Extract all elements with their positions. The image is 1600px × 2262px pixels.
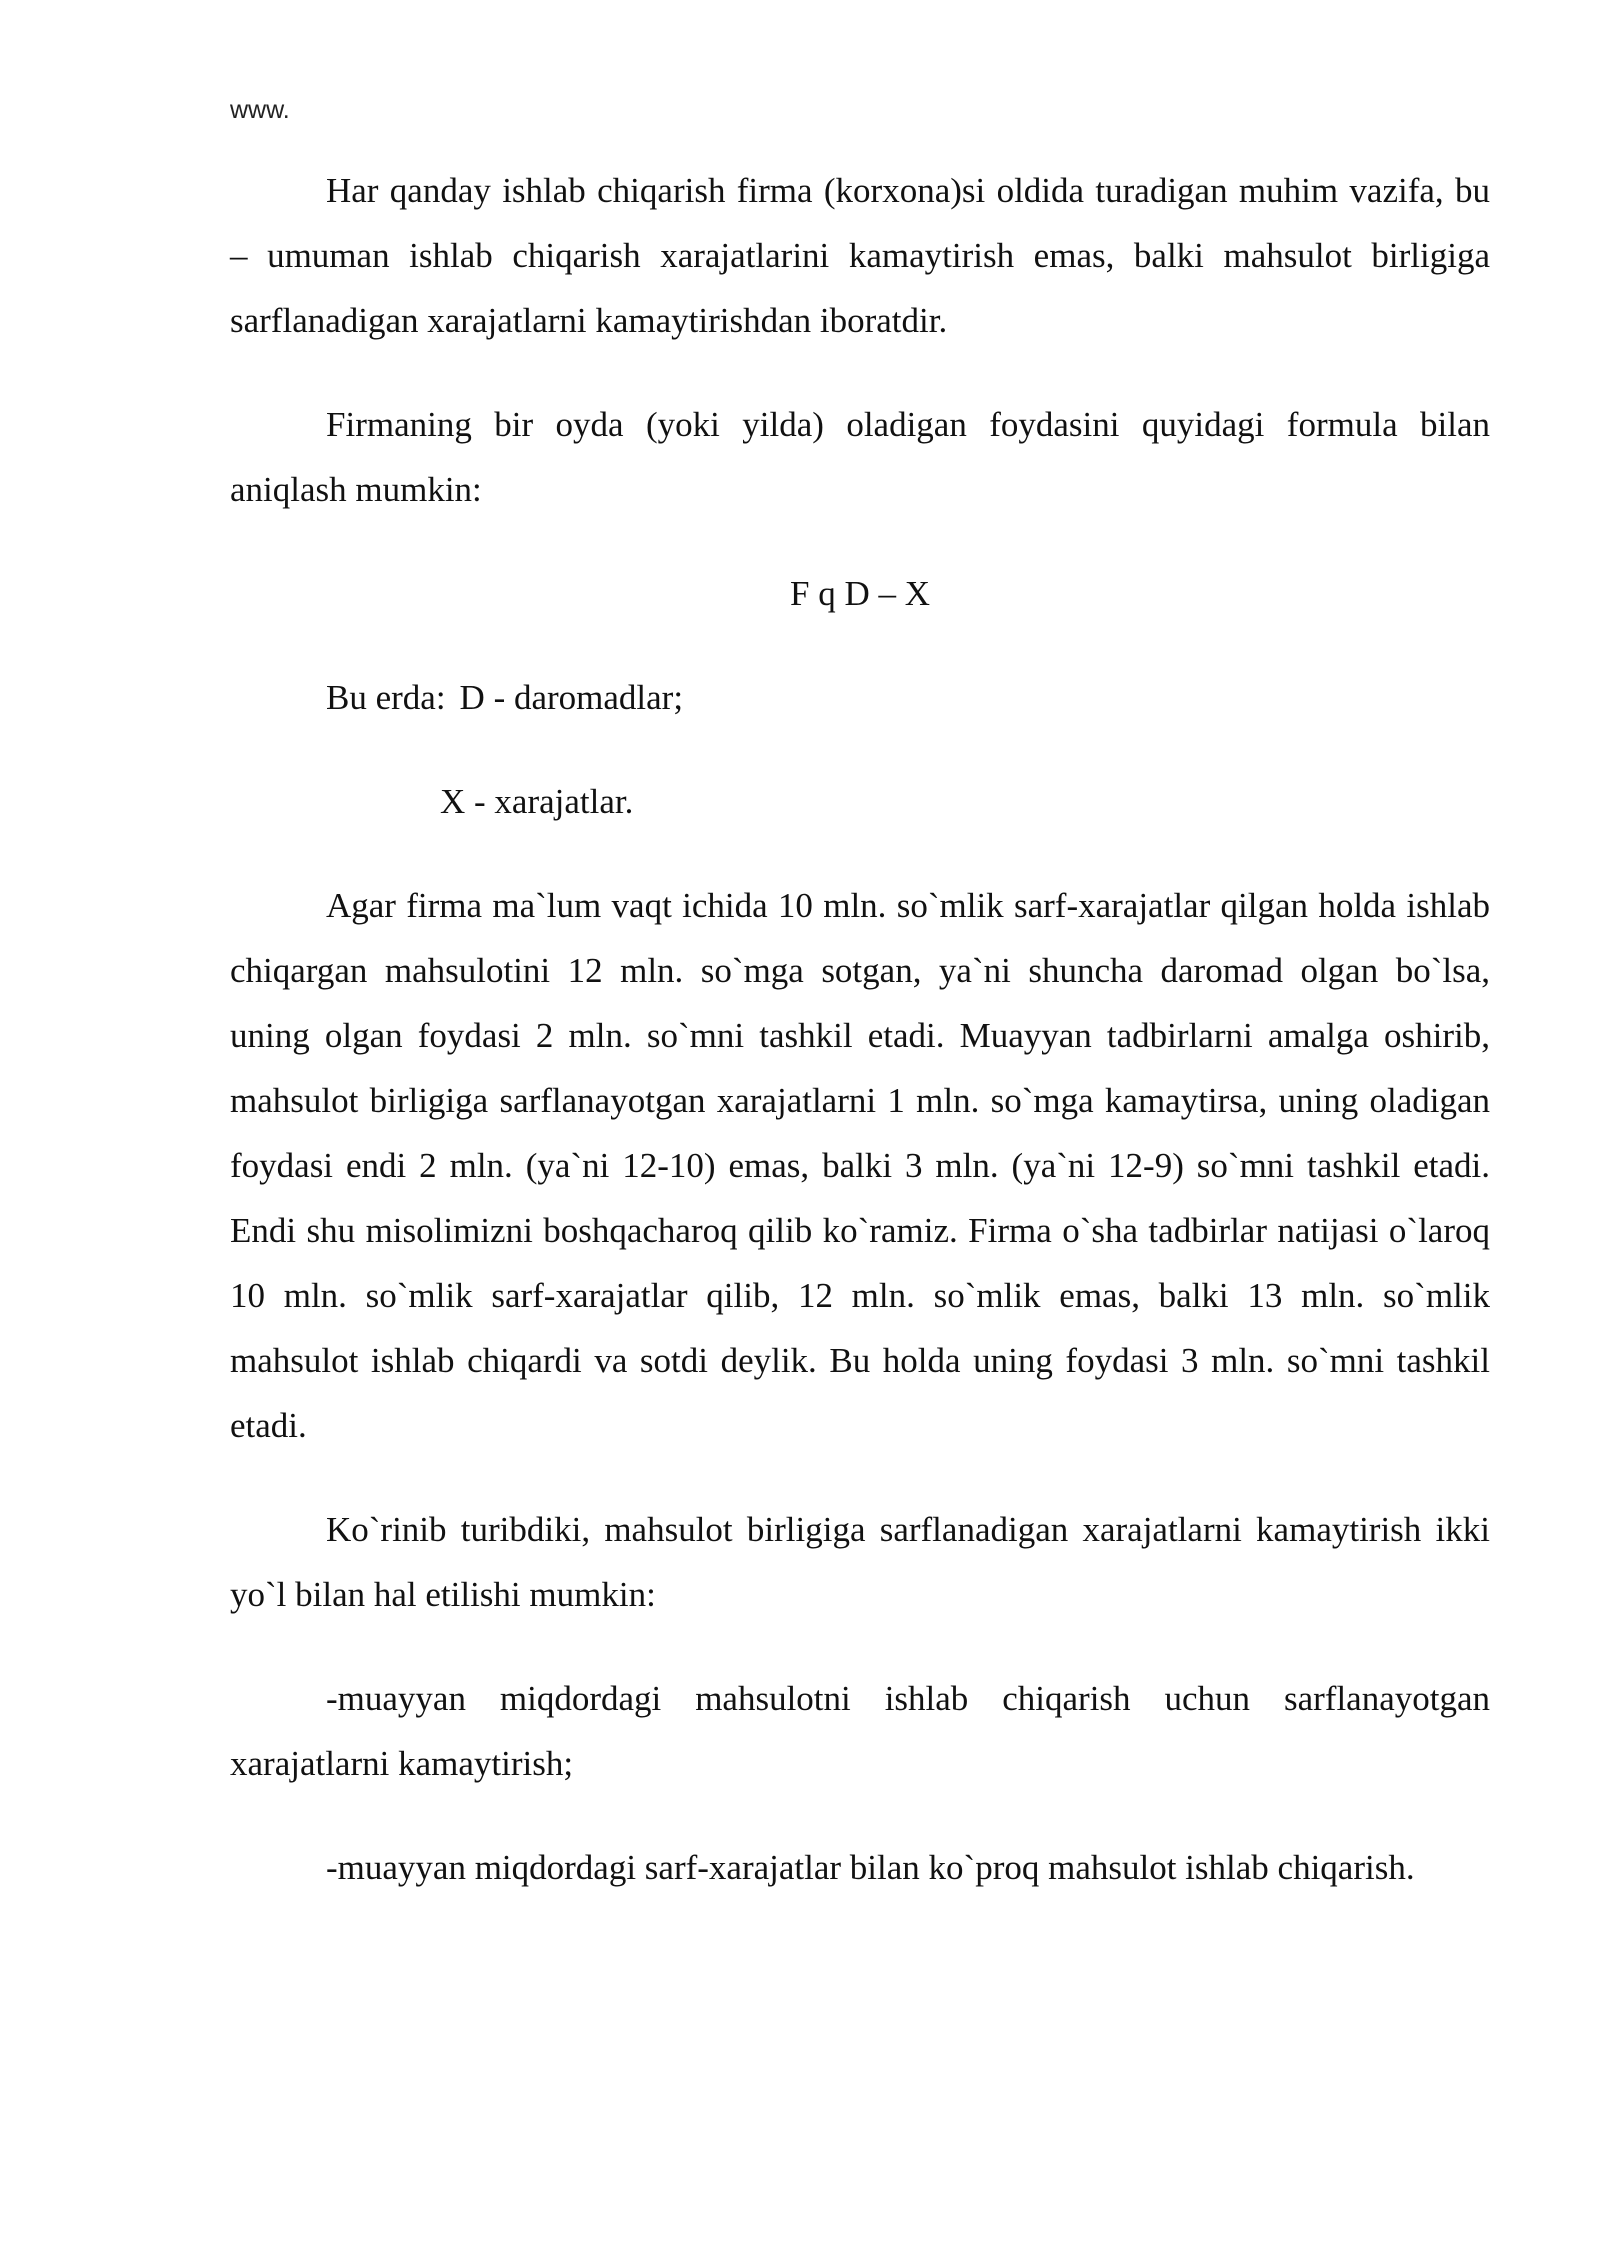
paragraph-conclusion: Ko`rinib turibdiki, mahsulot birligiga sarflanadigan xarajatlarni kamaytirish ikki yo`l bilan hal etilishi mumkin: (230, 1510, 1490, 1614)
definition-daromad (230, 665, 1490, 730)
paragraph-intro: Har qanday ishlab chiqarish firma (korxona)si oldida turadigan muhim vazifa, bu – umuman ishlab chiqarish xarajatlarini kamaytirish emas, balki mahsulot birligiga sarflanadigan xarajatlarni kamaytirishdan iboratdir. (230, 171, 1490, 340)
profit-formula: F q D – X (789, 574, 931, 613)
list-item-way-1: -muayyan miqdordagi mahsulotni ishlab chiqarish uchun sarflanayotgan xarajatlarni kamaytirish; (230, 1679, 1490, 1783)
definition-d: D - daromadlar; (459, 678, 684, 717)
definition-x: X - xarajatlar. (440, 782, 634, 821)
header-url: www. (230, 96, 290, 124)
list-item-way-2: -muayyan miqdordagi sarf-xarajatlar bilan ko`proq mahsulot ishlab chiqarish. (326, 1848, 1415, 1887)
definition-intro-label: Bu erda: (326, 678, 446, 717)
paragraph-formula-intro: Firmaning bir oyda (yoki yilda) oladigan foydasini quyidagi formula bilan aniqlash mumkin: (230, 405, 1490, 509)
paragraph-example: Agar firma ma`lum vaqt ichida 10 mln. so`mlik sarf-xarajatlar qilgan holda ishlab chiqargan mahsulotini 12 mln. so`mga sotgan, ya`ni shuncha daromad olgan bo`lsa, uning olgan foydasi 2 mln. so`mni tashkil etadi. Muayyan tadbirlarni amalga oshirib, mahsulot birligiga sarflanayotgan xarajatlarni 1 mln. so`mga kamaytirsa, uning oladigan foydasi endi 2 mln. (ya`ni 12-10) emas, balki 3 mln. (ya`ni 12-9) so`mni tashkil etadi. Endi shu misolimizni boshqacharoq qilib ko`ramiz. Firma o`sha tadbirlar natijasi o`laroq 10 mln. so`mlik sarf-xarajatlar qilib, 12 mln. so`mlik emas, balki 13 mln. so`mlik mahsulot ishlab chiqardi va sotdi deylik. Bu holda uning foydasi 3 mln. so`mni tashkil etadi. (230, 886, 1490, 1445)
document-body (230, 158, 1490, 1939)
